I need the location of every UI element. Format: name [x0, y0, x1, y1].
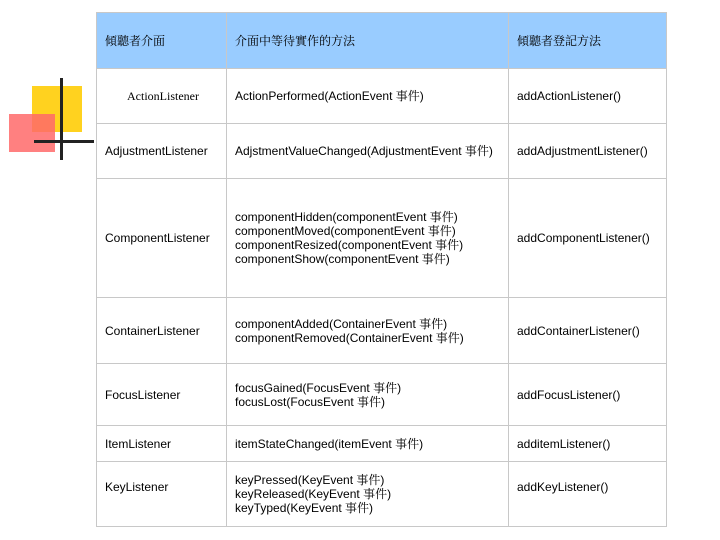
table-row	[97, 426, 667, 462]
register-method: addFocusListener()	[509, 364, 667, 426]
method-text: keyReleased(KeyEvent 事件)	[235, 487, 392, 501]
decor-red-square	[9, 114, 55, 152]
table-row	[97, 179, 667, 298]
method-text: componentResized(componentEvent 事件)	[235, 238, 464, 252]
method-text: componentRemoved(ContainerEvent 事件)	[235, 330, 464, 345]
listener-name: ContainerListener	[97, 298, 227, 364]
method-text: componentMoved(componentEvent 事件)	[235, 224, 456, 238]
listener-table	[96, 12, 667, 527]
method-text: keyTyped(KeyEvent 事件)	[235, 501, 374, 515]
table-row	[97, 298, 667, 364]
decor-horizontal-line	[34, 140, 94, 143]
table-row	[97, 364, 667, 426]
listener-name: AdjustmentListener	[97, 124, 227, 179]
header-methods: 介面中等待實作的方法	[227, 13, 509, 69]
header-register-method: 傾聽者登記方法	[509, 13, 667, 69]
register-method: addComponentListener()	[509, 179, 667, 298]
method-text: focusGained(FocusEvent 事件)	[235, 380, 402, 395]
method-text: AdjstmentValueChanged(AdjustmentEvent 事件)	[235, 144, 493, 158]
method-cell	[227, 124, 509, 179]
method-text: componentAdded(ContainerEvent 事件)	[235, 316, 448, 331]
method-cell	[227, 69, 509, 124]
register-method: addContainerListener()	[509, 298, 667, 364]
method-text: focusLost(FocusEvent 事件)	[235, 394, 386, 409]
listener-name: FocusListener	[97, 364, 227, 426]
method-cell	[227, 426, 509, 462]
method-text: keyPressed(KeyEvent 事件)	[235, 473, 385, 487]
header-listener-interface: 傾聽者介面	[97, 13, 227, 69]
method-cell	[227, 462, 509, 527]
method-cell	[227, 364, 509, 426]
method-cell	[227, 179, 509, 298]
method-text: componentShow(componentEvent 事件)	[235, 252, 450, 266]
table-row	[97, 69, 667, 124]
table-row	[97, 124, 667, 179]
method-text: ActionPerformed(ActionEvent 事件)	[235, 89, 424, 103]
listener-name: ComponentListener	[97, 179, 227, 298]
register-method: additemListener()	[509, 426, 667, 462]
table-row	[97, 462, 667, 527]
decor-vertical-line	[60, 78, 63, 160]
listener-name: KeyListener	[97, 462, 227, 527]
listener-name: ItemListener	[97, 426, 227, 462]
register-method: addActionListener()	[509, 69, 667, 124]
method-cell	[227, 298, 509, 364]
listener-name: ActionListener	[97, 69, 227, 124]
register-method: addKeyListener()	[509, 462, 667, 527]
method-text: itemStateChanged(itemEvent 事件)	[235, 436, 424, 451]
register-method: addAdjustmentListener()	[509, 124, 667, 179]
header-row	[97, 13, 667, 69]
method-text: componentHidden(componentEvent 事件)	[235, 210, 458, 224]
